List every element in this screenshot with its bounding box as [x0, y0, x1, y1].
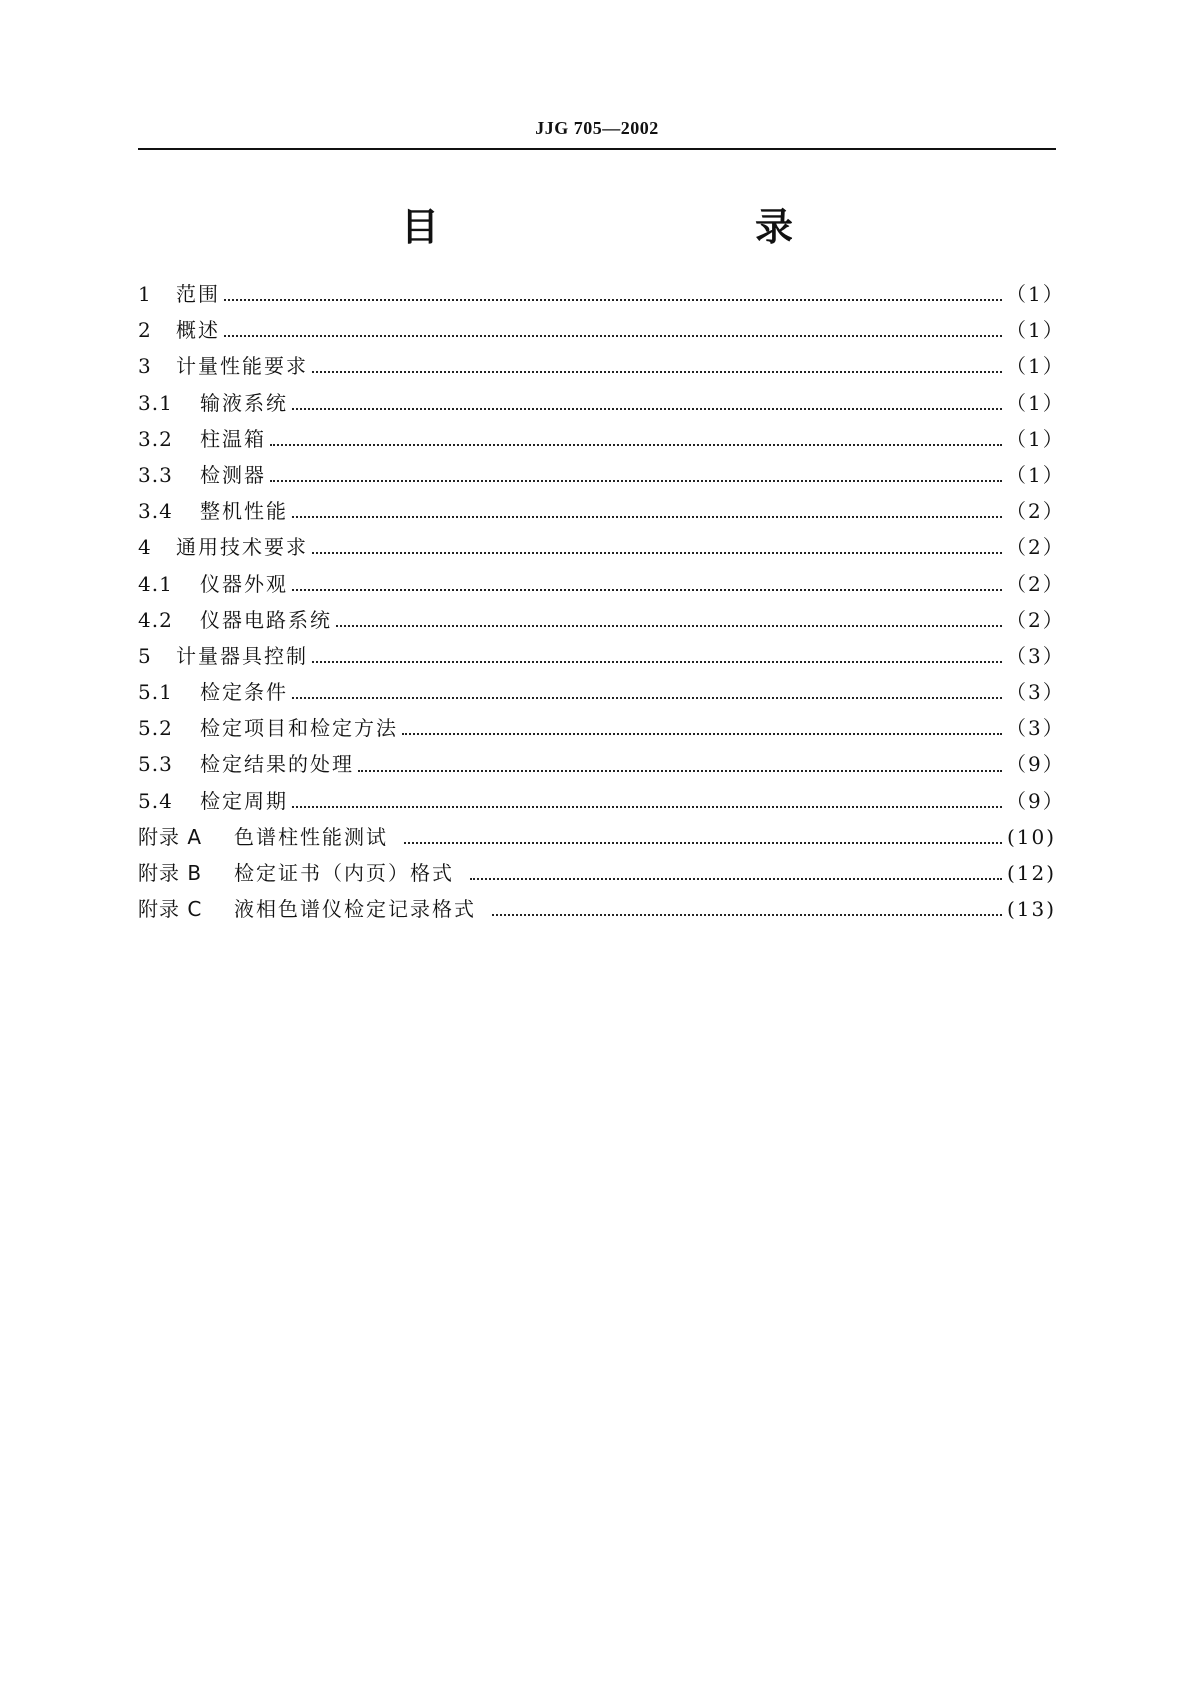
toc-dot-leader — [312, 371, 1002, 373]
toc-dot-leader — [492, 914, 1002, 916]
toc-entry[interactable] — [138, 568, 1065, 604]
toc-entry-title: 概述 — [176, 318, 220, 343]
document-code-header: JJG 705—2002 — [535, 118, 659, 138]
toc-entry-number: 附录 A — [138, 824, 203, 849]
toc-entry[interactable] — [138, 640, 1065, 676]
toc-dot-leader — [224, 299, 1002, 301]
toc-entry-page: （1） — [1006, 318, 1065, 343]
toc-entry[interactable] — [138, 893, 1056, 929]
toc-entry[interactable] — [138, 459, 1065, 495]
toc-entry-number: 5.1 — [138, 680, 173, 705]
toc-dot-leader — [270, 480, 1002, 482]
toc-entry-title: 计量性能要求 — [176, 354, 308, 379]
toc-entry-title: 整机性能 — [200, 499, 288, 524]
toc-entry[interactable] — [138, 387, 1065, 423]
toc-entry-title: 检测器 — [200, 462, 266, 487]
toc-entry-number: 附录 B — [138, 861, 203, 885]
toc-entry-page: （3） — [1006, 643, 1065, 668]
toc-entry-number: 3.1 — [138, 390, 173, 415]
toc-dot-leader — [292, 589, 1002, 591]
toc-entry-title: 检定项目和检定方法 — [200, 716, 398, 741]
toc-entry-number: 4 — [138, 535, 152, 560]
toc-entry-page: （9） — [1006, 788, 1065, 813]
toc-dot-leader — [292, 806, 1002, 808]
toc-dot-leader — [292, 408, 1002, 410]
toc-dot-leader — [270, 444, 1002, 446]
toc-entry[interactable] — [138, 712, 1065, 748]
toc-entry-number: 1 — [138, 282, 152, 306]
toc-dot-leader — [312, 552, 1002, 554]
toc-entry-number: 5.2 — [138, 716, 173, 741]
toc-entry[interactable] — [138, 531, 1065, 567]
toc-entry-title: 仪器电路系统 — [200, 607, 332, 632]
toc-entry-page: （3） — [1006, 680, 1065, 705]
toc-entry[interactable] — [138, 748, 1065, 784]
toc-entry[interactable] — [138, 495, 1065, 531]
toc-entry-page: （2） — [1006, 607, 1065, 632]
toc-entry-title: 检定周期 — [200, 788, 288, 813]
toc-entry-title: 检定证书（内页）格式 — [234, 861, 454, 885]
toc-entry-number: 3 — [138, 354, 152, 379]
toc-entry[interactable] — [138, 314, 1065, 350]
toc-entry[interactable] — [138, 821, 1056, 857]
toc-dot-leader — [336, 625, 1002, 627]
toc-dot-leader — [292, 697, 1002, 699]
toc-dot-leader — [404, 842, 1002, 844]
toc-entry-page: （2） — [1006, 571, 1065, 596]
toc-entry-title: 范围 — [176, 282, 220, 306]
toc-entry[interactable] — [138, 604, 1065, 640]
toc-entry[interactable] — [138, 676, 1065, 712]
toc-entry-title: 输液系统 — [200, 390, 288, 415]
toc-entry[interactable] — [138, 350, 1065, 386]
toc-entry-number: 2 — [138, 318, 152, 343]
toc-entry-number: 5.4 — [138, 788, 173, 813]
toc-entry-page: （2） — [1006, 535, 1065, 560]
toc-entry-title: 检定结果的处理 — [200, 752, 354, 777]
toc-entry-number: 5 — [138, 643, 152, 668]
toc-entry[interactable] — [138, 857, 1056, 893]
toc-entry-page: (13) — [1006, 897, 1056, 922]
toc-entry-page: （2） — [1006, 499, 1065, 524]
toc-entry-number: 5.3 — [138, 752, 173, 777]
toc-entry[interactable] — [138, 278, 1065, 314]
toc-entry[interactable] — [138, 423, 1065, 459]
toc-entry-number: 附录 C — [138, 897, 203, 922]
header-divider — [138, 148, 1056, 150]
table-of-contents — [138, 278, 1065, 929]
toc-entry-title: 色谱柱性能测试 — [234, 824, 388, 849]
toc-entry-page: （1） — [1006, 462, 1065, 487]
toc-entry-title: 通用技术要求 — [176, 535, 308, 560]
toc-entry-page: （1） — [1006, 282, 1065, 306]
toc-dot-leader — [292, 516, 1002, 518]
toc-entry-number: 3.4 — [138, 499, 173, 524]
toc-entry-title: 计量器具控制 — [176, 643, 308, 668]
toc-entry-page: （1） — [1006, 426, 1065, 451]
toc-entry-title: 仪器外观 — [200, 571, 288, 596]
toc-dot-leader — [224, 335, 1002, 337]
toc-entry-number: 3.3 — [138, 462, 173, 487]
toc-entry-page: （1） — [1006, 354, 1065, 379]
toc-title: 目 录 — [400, 205, 873, 249]
toc-entry-number: 4.1 — [138, 571, 173, 596]
toc-entry-page: （1） — [1006, 390, 1065, 415]
toc-entry-page: （9） — [1006, 752, 1065, 777]
toc-entry-number: 3.2 — [138, 426, 173, 451]
toc-entry-title: 检定条件 — [200, 680, 288, 705]
toc-dot-leader — [358, 770, 1002, 772]
toc-entry-title: 液相色谱仪检定记录格式 — [234, 897, 476, 922]
toc-entry-page: (10) — [1006, 824, 1056, 849]
toc-entry-title: 柱温箱 — [200, 426, 266, 451]
toc-entry-page: （3） — [1006, 716, 1065, 741]
toc-entry-page: (12) — [1006, 861, 1056, 885]
toc-dot-leader — [402, 733, 1002, 735]
toc-dot-leader — [470, 878, 1002, 880]
toc-dot-leader — [312, 661, 1002, 663]
toc-entry-number: 4.2 — [138, 607, 173, 632]
toc-entry[interactable] — [138, 785, 1065, 821]
